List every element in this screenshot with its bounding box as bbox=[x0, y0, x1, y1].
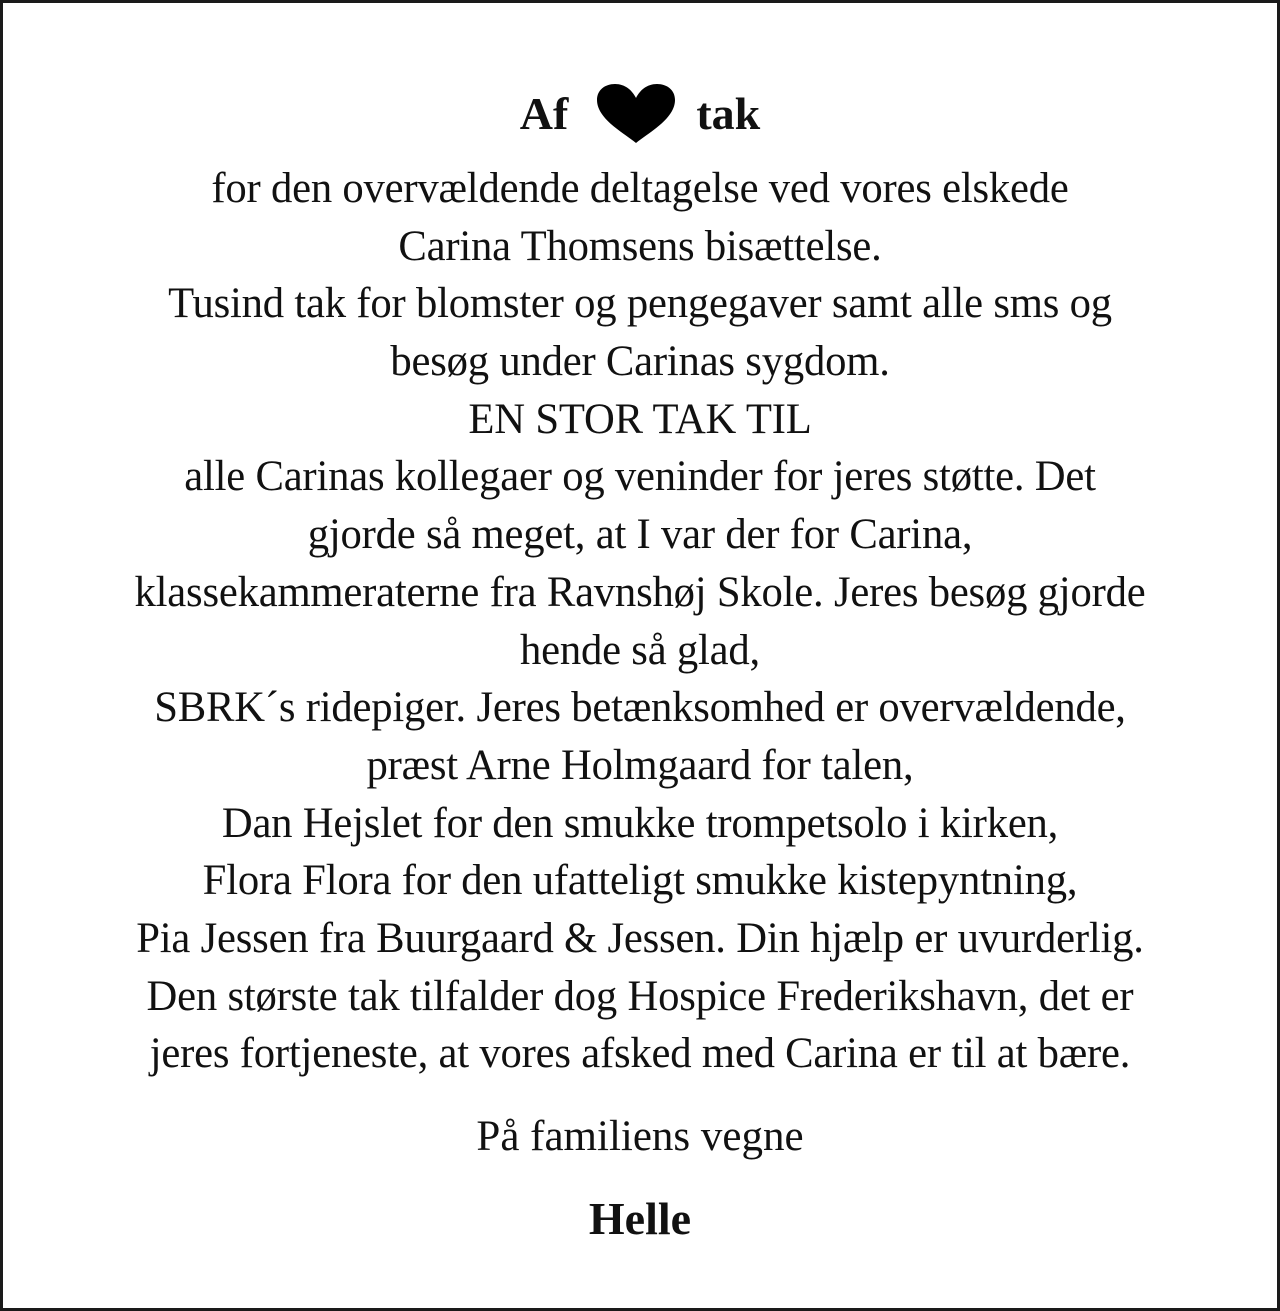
notice-line: SBRK´s ridepiger. Jeres betænksomhed er overvældende, bbox=[154, 684, 1126, 732]
notice-line: gjorde så meget, at I var der for Carina, bbox=[307, 511, 973, 559]
notice-line: jeres fortjeneste, at vores afsked med Carina er til at bære. bbox=[149, 1030, 1131, 1078]
notice-line: Pia Jessen fra Buurgaard & Jessen. Din hjælp er uvurderlig. bbox=[136, 914, 1144, 962]
notice-line: præst Arne Holmgaard for talen, bbox=[366, 741, 914, 789]
notice-line: klassekammeraterne fra Ravnshøj Skole. Jeres besøg gjorde bbox=[134, 568, 1146, 616]
notice-line: Carina Thomsens bisættelse. bbox=[398, 222, 882, 270]
notice-line: alle Carinas kollegaer og veninder for jeres støtte. Det bbox=[184, 453, 1096, 501]
notice-line: for den overvældende deltagelse ved vores elskede bbox=[211, 165, 1069, 212]
notice-line: Den største tak tilfalder dog Hospice Frederikshavn, det er bbox=[146, 972, 1134, 1020]
sign-off-text: På familiens vegne bbox=[476, 1113, 804, 1160]
notice-line: besøg under Carinas sygdom. bbox=[390, 338, 890, 386]
notice-line: Tusind tak for blomster og pengegaver samt alle sms og bbox=[168, 280, 1112, 328]
signature-name: Helle bbox=[588, 1193, 692, 1244]
notice-line: Flora Flora for den ufatteligt smukke kistepyntning, bbox=[202, 857, 1078, 905]
notice-line: hende så glad, bbox=[519, 626, 761, 674]
heading-word-af: Af bbox=[519, 88, 569, 139]
notice-body bbox=[3, 160, 1277, 1083]
notice-line: Dan Hejslet for den smukke trompetsolo i kirken, bbox=[221, 799, 1059, 847]
notice-line: EN STOR TAK TIL bbox=[468, 395, 812, 443]
heart-icon bbox=[594, 83, 678, 145]
notice-heading bbox=[3, 81, 1277, 147]
heading-word-tak: tak bbox=[696, 88, 761, 139]
